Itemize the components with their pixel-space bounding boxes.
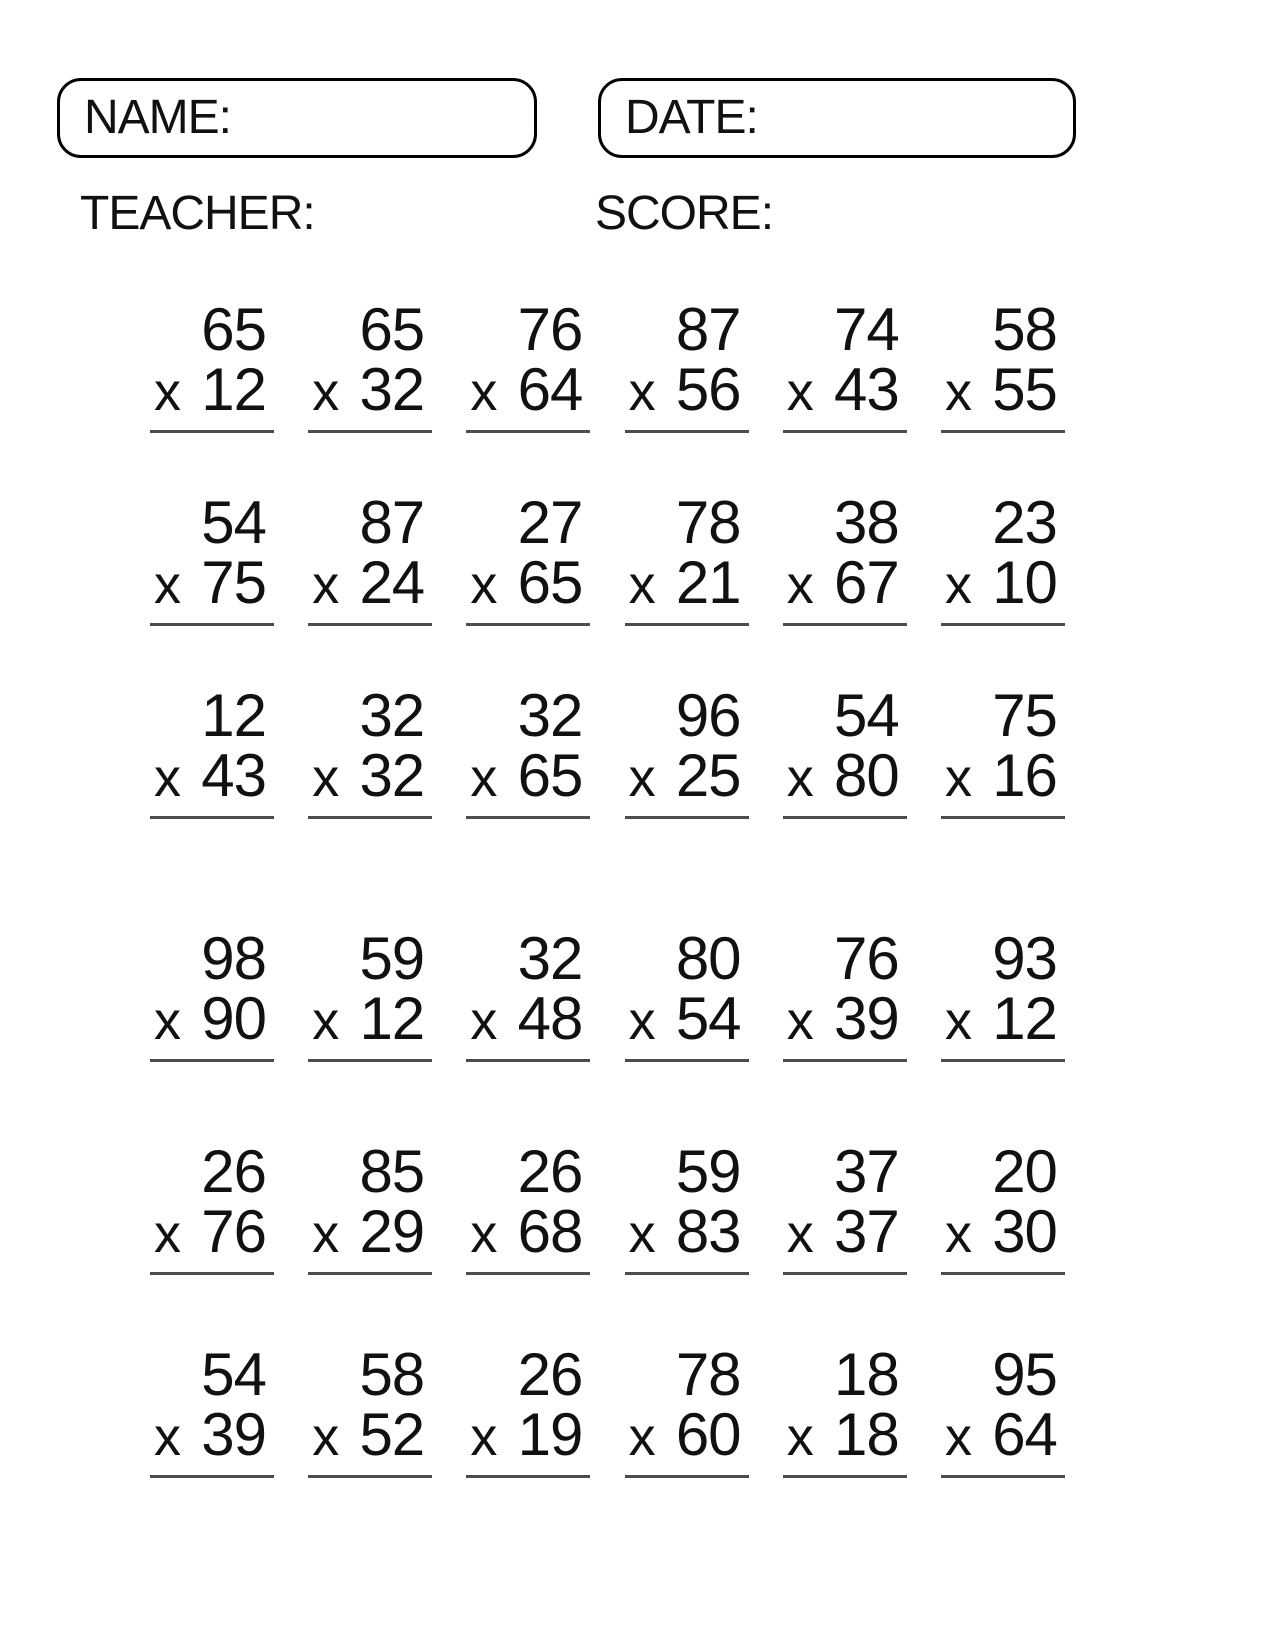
multiplication-problem bbox=[625, 1138, 749, 1275]
multiply-operator: x bbox=[628, 362, 655, 422]
multiplication-problem bbox=[150, 682, 274, 819]
bottom-line bbox=[941, 985, 1065, 1062]
bottom-line bbox=[308, 742, 432, 819]
multiply-operator: x bbox=[470, 991, 497, 1051]
bottom-operand: 21 bbox=[675, 549, 741, 616]
multiplication-problem bbox=[941, 925, 1065, 1062]
multiplication-problem bbox=[466, 925, 590, 1062]
top-operand: 26 bbox=[517, 1341, 583, 1408]
top-operand: 78 bbox=[675, 489, 741, 556]
multiplication-problem bbox=[625, 682, 749, 819]
multiplication-problem bbox=[783, 682, 907, 819]
date-field-box bbox=[598, 78, 1076, 158]
bottom-line bbox=[783, 1401, 907, 1478]
multiplication-problem bbox=[466, 489, 590, 626]
multiplication-problem bbox=[941, 682, 1065, 819]
multiplication-problem bbox=[150, 1341, 274, 1478]
bottom-operand: 90 bbox=[201, 985, 266, 1052]
bottom-line bbox=[941, 356, 1065, 433]
bottom-operand: 68 bbox=[517, 1198, 583, 1265]
multiply-operator: x bbox=[944, 748, 971, 808]
multiply-operator: x bbox=[470, 1204, 497, 1264]
top-operand: 27 bbox=[517, 489, 583, 556]
bottom-line bbox=[783, 985, 907, 1062]
top-operand: 75 bbox=[992, 682, 1057, 749]
top-operand: 20 bbox=[992, 1138, 1057, 1205]
multiply-operator: x bbox=[312, 991, 339, 1051]
bottom-operand: 32 bbox=[359, 356, 425, 423]
bottom-line bbox=[625, 549, 749, 626]
multiplication-problem bbox=[783, 1341, 907, 1478]
multiply-operator: x bbox=[628, 555, 655, 615]
multiply-operator: x bbox=[154, 991, 180, 1051]
bottom-line bbox=[150, 549, 274, 626]
bottom-operand: 80 bbox=[834, 742, 899, 809]
multiplication-problem bbox=[466, 296, 590, 433]
top-operand: 74 bbox=[834, 296, 899, 363]
problem-row bbox=[150, 925, 1065, 1062]
multiply-operator: x bbox=[312, 555, 339, 615]
top-operand: 54 bbox=[201, 1341, 266, 1408]
top-operand: 59 bbox=[359, 925, 425, 992]
bottom-operand: 64 bbox=[992, 1401, 1057, 1468]
multiply-operator: x bbox=[786, 1407, 813, 1467]
bottom-operand: 39 bbox=[834, 985, 899, 1052]
bottom-operand: 10 bbox=[992, 549, 1057, 616]
bottom-line bbox=[466, 356, 590, 433]
bottom-line bbox=[783, 356, 907, 433]
top-operand: 93 bbox=[992, 925, 1057, 992]
bottom-line bbox=[941, 1198, 1065, 1275]
multiplication-problem bbox=[941, 1138, 1065, 1275]
bottom-operand: 48 bbox=[517, 985, 583, 1052]
top-operand: 54 bbox=[201, 489, 266, 556]
multiplication-problem bbox=[308, 925, 432, 1062]
bottom-operand: 24 bbox=[359, 549, 425, 616]
bottom-operand: 55 bbox=[992, 356, 1057, 423]
bottom-line bbox=[941, 742, 1065, 819]
bottom-operand: 56 bbox=[675, 356, 741, 423]
bottom-line bbox=[941, 549, 1065, 626]
multiply-operator: x bbox=[470, 555, 497, 615]
multiplication-problem bbox=[150, 296, 274, 433]
bottom-line bbox=[308, 549, 432, 626]
top-operand: 95 bbox=[992, 1341, 1057, 1408]
bottom-line bbox=[941, 1401, 1065, 1478]
top-operand: 54 bbox=[834, 682, 899, 749]
multiply-operator: x bbox=[628, 748, 655, 808]
multiplication-problem bbox=[308, 1341, 432, 1478]
bottom-line bbox=[308, 1198, 432, 1275]
multiplication-problem bbox=[308, 489, 432, 626]
multiplication-problem bbox=[783, 1138, 907, 1275]
bottom-line bbox=[783, 1198, 907, 1275]
multiply-operator: x bbox=[944, 362, 971, 422]
multiplication-problem bbox=[466, 1341, 590, 1478]
bottom-line bbox=[625, 1401, 749, 1478]
multiplication-problem bbox=[466, 682, 590, 819]
top-operand: 23 bbox=[992, 489, 1057, 556]
top-operand: 59 bbox=[675, 1138, 741, 1205]
multiplication-problem bbox=[625, 489, 749, 626]
bottom-line bbox=[625, 985, 749, 1062]
bottom-line bbox=[625, 356, 749, 433]
top-operand: 58 bbox=[992, 296, 1057, 363]
multiply-operator: x bbox=[154, 748, 180, 808]
bottom-line bbox=[783, 549, 907, 626]
multiplication-problem bbox=[941, 296, 1065, 433]
bottom-operand: 64 bbox=[517, 356, 583, 423]
top-operand: 37 bbox=[834, 1138, 899, 1205]
teacher-label: TEACHER: bbox=[80, 187, 315, 240]
multiply-operator: x bbox=[154, 555, 180, 615]
bottom-operand: 65 bbox=[517, 549, 583, 616]
top-operand: 18 bbox=[834, 1341, 899, 1408]
multiplication-problem bbox=[783, 925, 907, 1062]
bottom-operand: 67 bbox=[834, 549, 899, 616]
bottom-line bbox=[150, 985, 274, 1062]
problem-row bbox=[150, 682, 1065, 819]
top-operand: 78 bbox=[675, 1341, 741, 1408]
top-operand: 98 bbox=[201, 925, 266, 992]
name-field-box bbox=[57, 78, 537, 158]
bottom-operand: 19 bbox=[517, 1401, 583, 1468]
problem-row bbox=[150, 1138, 1065, 1275]
multiplication-problem bbox=[625, 925, 749, 1062]
bottom-operand: 30 bbox=[992, 1198, 1057, 1265]
multiplication-problem bbox=[308, 682, 432, 819]
multiply-operator: x bbox=[312, 1407, 339, 1467]
bottom-operand: 76 bbox=[201, 1198, 266, 1265]
multiplication-problem bbox=[308, 296, 432, 433]
multiply-operator: x bbox=[944, 555, 971, 615]
top-operand: 65 bbox=[359, 296, 425, 363]
bottom-operand: 43 bbox=[834, 356, 899, 423]
top-operand: 76 bbox=[834, 925, 899, 992]
problems-grid bbox=[150, 296, 1065, 1478]
top-operand: 32 bbox=[517, 925, 583, 992]
multiply-operator: x bbox=[312, 748, 339, 808]
bottom-line bbox=[466, 985, 590, 1062]
bottom-line bbox=[783, 742, 907, 819]
problem-row bbox=[150, 489, 1065, 626]
bottom-operand: 12 bbox=[201, 356, 266, 423]
multiply-operator: x bbox=[470, 748, 497, 808]
bottom-line bbox=[466, 1401, 590, 1478]
top-operand: 26 bbox=[201, 1138, 266, 1205]
multiplication-problem bbox=[625, 296, 749, 433]
bottom-line bbox=[466, 1198, 590, 1275]
top-operand: 32 bbox=[359, 682, 425, 749]
multiplication-problem bbox=[625, 1341, 749, 1478]
bottom-line bbox=[308, 356, 432, 433]
multiply-operator: x bbox=[944, 991, 971, 1051]
bottom-line bbox=[150, 742, 274, 819]
bottom-operand: 39 bbox=[201, 1401, 266, 1468]
multiply-operator: x bbox=[786, 1204, 813, 1264]
bottom-operand: 65 bbox=[517, 742, 583, 809]
top-operand: 32 bbox=[517, 682, 583, 749]
bottom-operand: 32 bbox=[359, 742, 425, 809]
top-operand: 38 bbox=[834, 489, 899, 556]
multiply-operator: x bbox=[154, 1407, 180, 1467]
bottom-line bbox=[466, 742, 590, 819]
bottom-operand: 18 bbox=[834, 1401, 899, 1468]
multiply-operator: x bbox=[154, 1204, 180, 1264]
multiply-operator: x bbox=[944, 1407, 971, 1467]
date-label: DATE: bbox=[625, 91, 758, 144]
multiply-operator: x bbox=[628, 1407, 655, 1467]
bottom-operand: 54 bbox=[675, 985, 741, 1052]
multiplication-problem bbox=[783, 489, 907, 626]
bottom-operand: 52 bbox=[359, 1401, 425, 1468]
bottom-operand: 83 bbox=[675, 1198, 741, 1265]
multiply-operator: x bbox=[628, 991, 655, 1051]
multiply-operator: x bbox=[154, 362, 180, 422]
multiply-operator: x bbox=[786, 991, 813, 1051]
multiply-operator: x bbox=[470, 1407, 497, 1467]
multiplication-problem bbox=[150, 489, 274, 626]
multiply-operator: x bbox=[470, 362, 497, 422]
multiply-operator: x bbox=[312, 362, 339, 422]
bottom-operand: 16 bbox=[992, 742, 1057, 809]
bottom-operand: 37 bbox=[834, 1198, 899, 1265]
top-operand: 12 bbox=[201, 682, 266, 749]
bottom-operand: 25 bbox=[675, 742, 741, 809]
bottom-operand: 43 bbox=[201, 742, 266, 809]
multiply-operator: x bbox=[786, 362, 813, 422]
top-operand: 26 bbox=[517, 1138, 583, 1205]
bottom-line bbox=[150, 1401, 274, 1478]
multiplication-problem bbox=[941, 489, 1065, 626]
top-operand: 76 bbox=[517, 296, 583, 363]
top-operand: 96 bbox=[675, 682, 741, 749]
bottom-line bbox=[150, 1198, 274, 1275]
multiplication-problem bbox=[150, 1138, 274, 1275]
bottom-line bbox=[150, 356, 274, 433]
bottom-operand: 12 bbox=[992, 985, 1057, 1052]
bottom-line bbox=[308, 985, 432, 1062]
bottom-operand: 29 bbox=[359, 1198, 425, 1265]
top-operand: 58 bbox=[359, 1341, 425, 1408]
multiply-operator: x bbox=[944, 1204, 971, 1264]
top-operand: 85 bbox=[359, 1138, 425, 1205]
multiplication-problem bbox=[783, 296, 907, 433]
bottom-line bbox=[308, 1401, 432, 1478]
bottom-line bbox=[625, 742, 749, 819]
multiplication-problem bbox=[308, 1138, 432, 1275]
bottom-operand: 12 bbox=[359, 985, 425, 1052]
multiply-operator: x bbox=[786, 748, 813, 808]
name-label: NAME: bbox=[84, 91, 232, 144]
top-operand: 87 bbox=[675, 296, 741, 363]
top-operand: 65 bbox=[201, 296, 266, 363]
top-operand: 80 bbox=[675, 925, 741, 992]
multiply-operator: x bbox=[312, 1204, 339, 1264]
multiply-operator: x bbox=[628, 1204, 655, 1264]
bottom-operand: 60 bbox=[675, 1401, 741, 1468]
bottom-line bbox=[625, 1198, 749, 1275]
score-label: SCORE: bbox=[595, 187, 774, 240]
multiply-operator: x bbox=[786, 555, 813, 615]
problem-row bbox=[150, 296, 1065, 433]
multiplication-problem bbox=[466, 1138, 590, 1275]
bottom-line bbox=[466, 549, 590, 626]
multiplication-problem bbox=[150, 925, 274, 1062]
top-operand: 87 bbox=[359, 489, 425, 556]
problem-row bbox=[150, 1341, 1065, 1478]
bottom-operand: 75 bbox=[201, 549, 266, 616]
multiplication-problem bbox=[941, 1341, 1065, 1478]
